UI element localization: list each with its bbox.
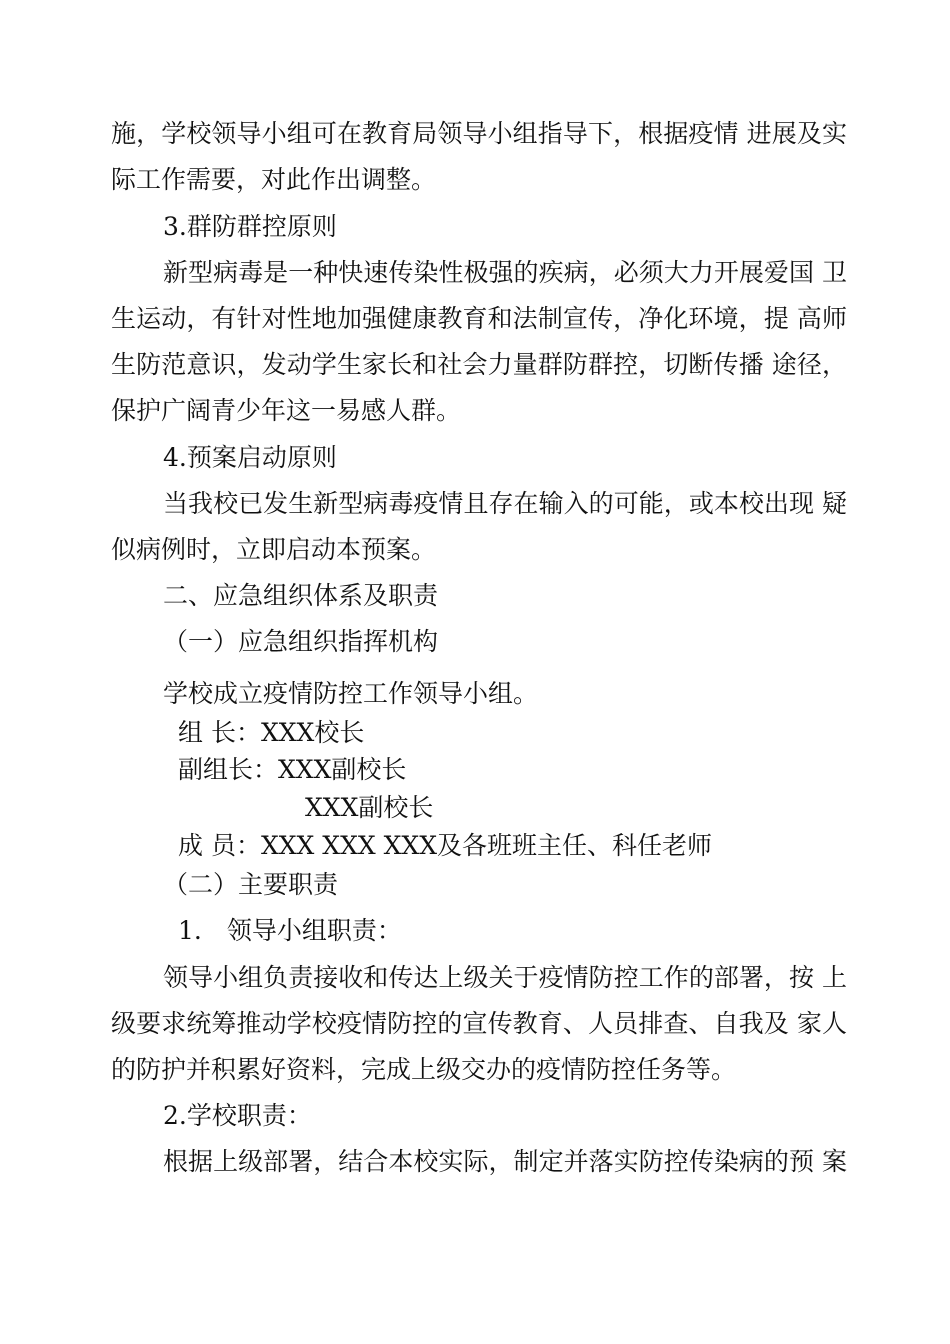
section-heading: 2.学校职责： xyxy=(163,1101,312,1130)
subsection-heading: （一）应急组织指挥机构 xyxy=(163,627,439,656)
paragraph-line: 新型病毒是一种快速传染性极强的疾病，必须大力开展爱国 卫 xyxy=(163,258,847,287)
paragraph-line: 根据上级部署，结合本校实际，制定并落实防控传染病的预 案 xyxy=(163,1147,847,1176)
roster-deputy: 副组长：XXX副校长 xyxy=(178,755,407,784)
paragraph-line: 生防范意识，发动学生家长和社会力量群防群控，切断传播 途径， xyxy=(111,350,847,379)
paragraph-line: 际工作需要，对此作出调整。 xyxy=(111,165,437,194)
paragraph-line: 施，学校领导小组可在教育局领导小组指导下，根据疫情 进展及实 xyxy=(111,119,847,148)
paragraph-line: 保护广阔青少年这一易感人群。 xyxy=(111,396,462,425)
subsection-heading: （二）主要职责 xyxy=(163,870,339,899)
paragraph-line: 学校成立疫情防控工作领导小组。 xyxy=(163,679,539,708)
list-item-heading: 1. 领导小组职责： xyxy=(178,916,402,945)
chapter-heading: 二、应急组织体系及职责 xyxy=(163,581,439,610)
paragraph-line: 生运动，有针对性地加强健康教育和法制宣传，净化环境，提 高师 xyxy=(111,304,847,333)
roster-members: 成 员：XXX XXX XXX及各班班主任、科任老师 xyxy=(178,831,713,860)
paragraph-line: 的防护并积累好资料，完成上级交办的疫情防控任务等。 xyxy=(111,1055,737,1084)
roster-deputy-2: XXX副校长 xyxy=(305,793,434,822)
roster-leader: 组 长：XXX校长 xyxy=(178,718,365,747)
paragraph-line: 当我校已发生新型病毒疫情且存在输入的可能，或本校出现 疑 xyxy=(163,489,847,518)
section-heading: 3.群防群控原则 xyxy=(163,212,337,241)
paragraph-line: 领导小组负责接收和传达上级关于疫情防控工作的部署，按 上 xyxy=(163,963,847,992)
paragraph-line: 似病例时，立即启动本预案。 xyxy=(111,535,437,564)
section-heading: 4.预案启动原则 xyxy=(163,443,337,472)
paragraph-line: 级要求统筹推动学校疫情防控的宣传教育、人员排查、自我及 家人 xyxy=(111,1009,847,1038)
